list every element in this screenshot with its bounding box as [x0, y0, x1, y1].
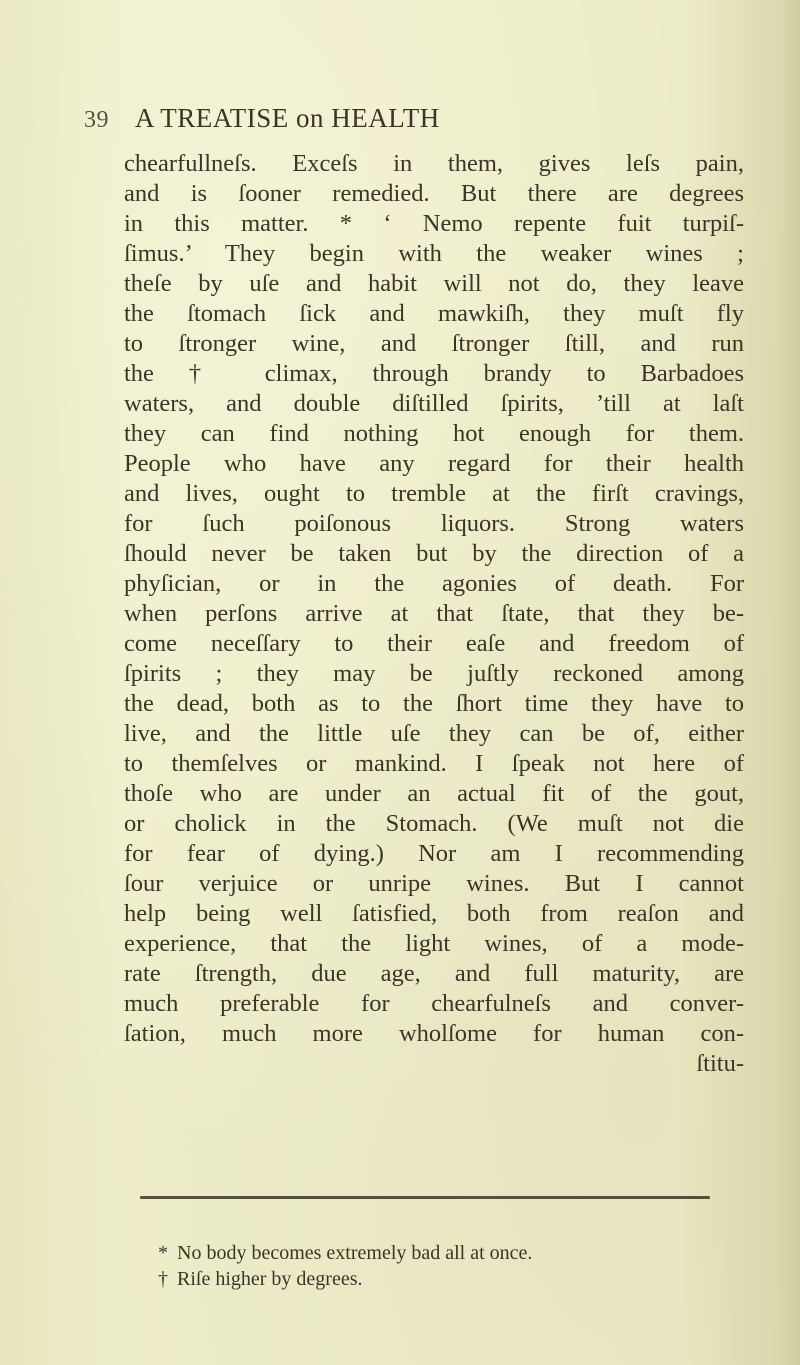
text-line: come neceſſary to their eaſe and freedom of	[124, 630, 744, 657]
text-line: when perſons arrive at that ſtate, that they be-	[124, 600, 744, 627]
body-text	[124, 149, 744, 1079]
running-head-title: A TREATISE on HEALTH	[135, 103, 440, 133]
footnote	[158, 1266, 718, 1292]
text-line: theſe by uſe and habit will not do, they leave	[124, 270, 744, 297]
text-line: help being well ſatisfied, both from reaſon and	[124, 900, 744, 927]
footnote-text: Riſe higher by degrees.	[177, 1268, 363, 1290]
footnote-rule	[140, 1196, 710, 1199]
text-line: ſpirits ; they may be juſtly reckoned among	[124, 660, 744, 687]
text-line: live, and the little uſe they can be of, either	[124, 720, 744, 747]
text-line: ſhould never be taken but by the direction of a	[124, 540, 744, 567]
text-line: ſour verjuice or unripe wines. But I cannot	[124, 870, 744, 897]
footnote-mark-asterisk: *	[158, 1242, 168, 1264]
text-line: and lives, ought to tremble at the firſt cravings,	[124, 480, 744, 507]
text-line: in this matter. * ‘ Nemo repente fuit turpiſ-	[124, 210, 744, 237]
text-line: ſation, much more wholſome for human con-	[124, 1020, 744, 1047]
footnotes	[158, 1240, 718, 1292]
text-line: much preferable for chearfulneſs and conver-	[124, 990, 744, 1017]
footnote	[158, 1240, 718, 1266]
text-line: they can find nothing hot enough for them.	[124, 420, 744, 447]
text-line: experience, that the light wines, of a mode-	[124, 930, 744, 957]
text-line: to ſtronger wine, and ſtronger ſtill, and run	[124, 330, 744, 357]
running-head	[84, 103, 440, 139]
text-line: for fear of dying.) Nor am I recommending	[124, 840, 744, 867]
text-line: or cholick in the Stomach. (We muſt not die	[124, 810, 744, 837]
text-line: the dead, both as to the ſhort time they have to	[124, 690, 744, 717]
text-line: the ſtomach ſick and mawkiſh, they muſt fly	[124, 300, 744, 327]
footnote-text: No body becomes extremely bad all at once.	[177, 1242, 533, 1264]
text-line: People who have any regard for their health	[124, 450, 744, 477]
text-line: waters, and double diſtilled ſpirits, ’till at laſt	[124, 390, 744, 417]
text-line: rate ſtrength, due age, and full maturity, are	[124, 960, 744, 987]
text-line: for ſuch poiſonous liquors. Strong waters	[124, 510, 744, 537]
text-line: to themſelves or mankind. I ſpeak not here of	[124, 750, 744, 777]
text-line: chearfullneſs. Exceſs in them, gives leſs pain,	[124, 150, 744, 177]
text-line: ſimus.’ They begin with the weaker wines ;	[124, 240, 744, 267]
catchword: ſtitu-	[696, 1050, 744, 1077]
footnote-mark-dagger: †	[158, 1268, 168, 1290]
text-line: phyſician, or in the agonies of death. For	[124, 570, 744, 597]
text-line: the † climax, through brandy to Barbadoes	[124, 360, 744, 387]
page-number: 39	[84, 107, 109, 133]
text-line: and is ſooner remedied. But there are degrees	[124, 180, 744, 207]
text-line: thoſe who are under an actual fit of the gout,	[124, 780, 744, 807]
